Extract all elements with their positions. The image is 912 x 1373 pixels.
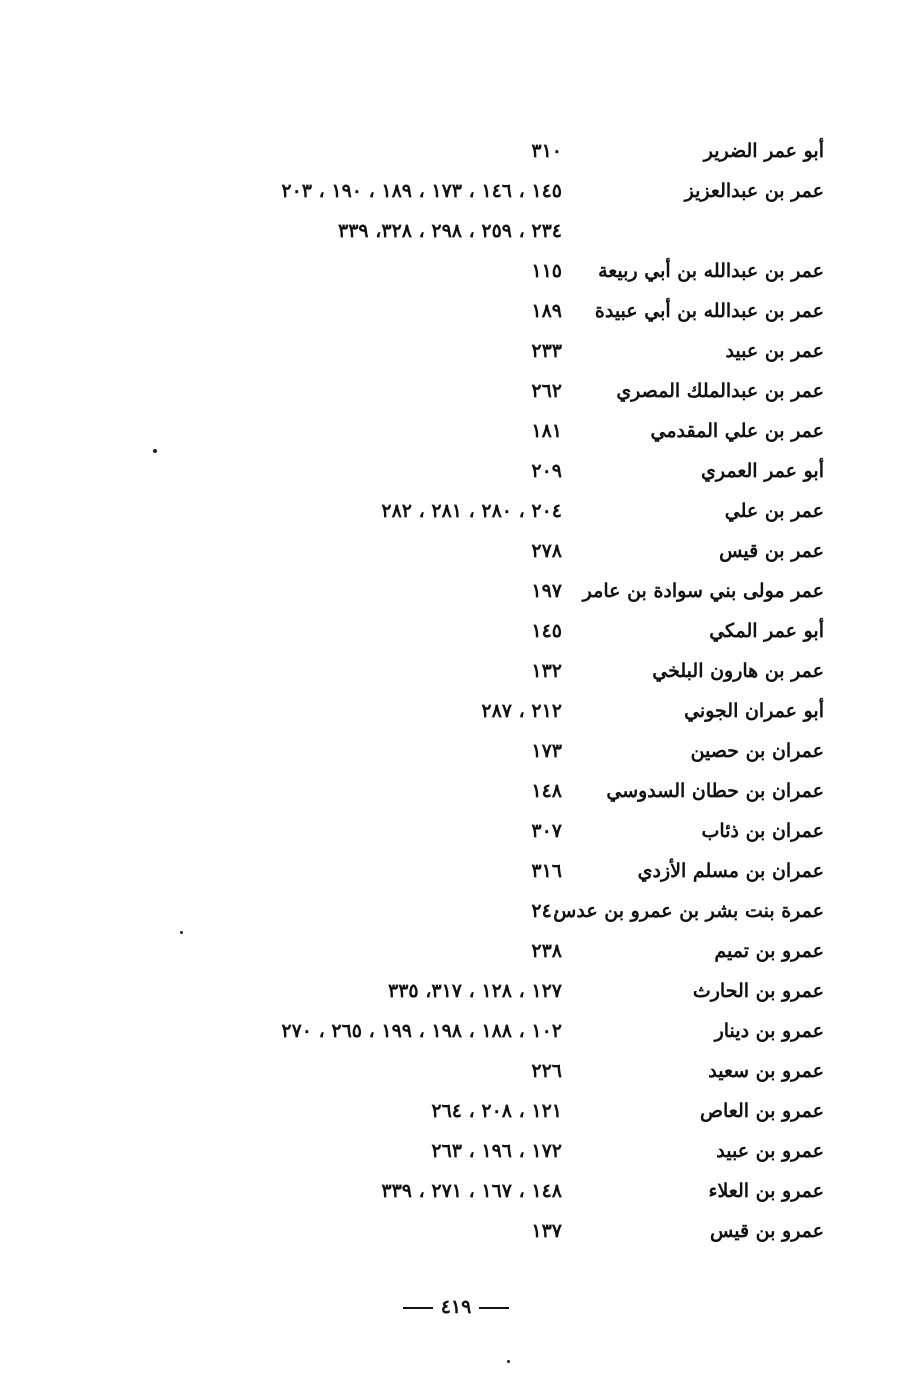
entry-pages: ١٣٧ bbox=[531, 1220, 562, 1242]
entry-name: عمر بن قيس bbox=[719, 540, 824, 562]
index-entry bbox=[0, 1216, 912, 1256]
index-entry bbox=[0, 456, 912, 496]
index-entry bbox=[0, 976, 912, 1016]
entry-name: عمران بن حصين bbox=[690, 740, 824, 762]
page-number: ٤١٩ bbox=[440, 1296, 472, 1318]
entry-pages: ١٩٧ bbox=[531, 580, 562, 602]
entry-name: عمرو بن تميم bbox=[714, 940, 824, 962]
entry-pages: ١٧٢ ، ١٩٦ ، ٢٦٣ bbox=[431, 1140, 562, 1162]
index-entry bbox=[0, 616, 912, 656]
entry-name: عمرو بن الحارث bbox=[692, 980, 824, 1002]
entry-name: عمران بن ذئاب bbox=[701, 820, 824, 842]
index-entry bbox=[0, 1096, 912, 1136]
entry-name: عمر بن عبدالملك المصري bbox=[616, 380, 824, 402]
entry-pages: ١١٥ bbox=[531, 260, 562, 282]
index-entry bbox=[0, 1056, 912, 1096]
entry-pages: ١٤٥ ، ١٤٦ ، ١٧٣ ، ١٨٩ ، ١٩٠ ، ٢٠٣ bbox=[281, 180, 562, 202]
index-entry bbox=[0, 776, 912, 816]
entry-pages: ١٨١ bbox=[531, 420, 562, 442]
scan-speck bbox=[507, 1360, 510, 1363]
index-entry bbox=[0, 496, 912, 536]
entry-name: أبو عمر المكي bbox=[709, 620, 824, 642]
index-entry bbox=[0, 856, 912, 896]
entry-pages: ٣١٠ bbox=[531, 140, 562, 162]
entry-pages: ٢٣٣ bbox=[531, 340, 562, 362]
index-entry bbox=[0, 416, 912, 456]
scan-speck bbox=[153, 449, 157, 453]
index-entry bbox=[0, 136, 912, 176]
entry-name: عمرو بن عبيد bbox=[716, 1140, 824, 1162]
entry-pages: ٢٣٤ ، ٢٥٩ ، ٢٩٨ ، ٣٢٨، ٣٣٩ bbox=[338, 220, 562, 242]
entry-pages: ٢٤٠ bbox=[531, 900, 562, 922]
entry-pages: ١٤٨ bbox=[531, 780, 562, 802]
page-number-footer bbox=[0, 1296, 912, 1318]
entry-pages: ١٣٢ bbox=[531, 660, 562, 682]
index-entry-continuation bbox=[0, 216, 912, 256]
entry-name: عمرو بن قيس bbox=[710, 1220, 824, 1242]
entry-name: عمرة بنت بشر بن عمرو بن عدس bbox=[553, 900, 824, 922]
entry-name: عمران بن حطان السدوسي bbox=[606, 780, 824, 802]
index-entry bbox=[0, 656, 912, 696]
entry-name: عمر بن علي المقدمي bbox=[650, 420, 824, 442]
entry-name: عمر مولى بني سوادة بن عامر bbox=[582, 580, 824, 602]
entry-name: عمر بن عبيد bbox=[725, 340, 824, 362]
entry-name: أبو عمر الضرير bbox=[703, 140, 824, 162]
index-entry bbox=[0, 256, 912, 296]
index-entry bbox=[0, 1136, 912, 1176]
entry-pages: ٢٢٦ bbox=[531, 1060, 562, 1082]
entry-pages: ٢٣٨ bbox=[531, 940, 562, 962]
index-entry bbox=[0, 936, 912, 976]
index-entry bbox=[0, 896, 912, 936]
index-entry bbox=[0, 696, 912, 736]
entry-pages: ١٠٢ ، ١٨٨ ، ١٩٨ ، ١٩٩ ، ٢٦٥ ، ٢٧٠ bbox=[281, 1020, 562, 1042]
entry-name: عمر بن هارون البلخي bbox=[652, 660, 824, 682]
entry-name: عمرو بن سعيد bbox=[708, 1060, 824, 1082]
entry-pages: ١٤٨ ، ١٦٧ ، ٢٧١ ، ٣٣٩ bbox=[381, 1180, 562, 1202]
index-entry bbox=[0, 296, 912, 336]
entry-pages: ١٤٥ bbox=[531, 620, 562, 642]
index-entry bbox=[0, 736, 912, 776]
entry-pages: ١٧٣ bbox=[531, 740, 562, 762]
entry-pages: ٢٠٩ bbox=[531, 460, 562, 482]
entry-name: عمران بن مسلم الأزدي bbox=[637, 860, 824, 882]
entry-pages: ٣٠٧ bbox=[531, 820, 562, 842]
entry-name: عمرو بن العلاء bbox=[708, 1180, 824, 1202]
index-entry bbox=[0, 336, 912, 376]
entry-name: أبو عمران الجوني bbox=[684, 700, 824, 722]
entry-pages: ١٢١ ، ٢٠٨ ، ٢٦٤ bbox=[431, 1100, 562, 1122]
index-entry bbox=[0, 376, 912, 416]
entry-name: عمر بن عبدالله بن أبي عبيدة bbox=[594, 300, 824, 322]
index-entry bbox=[0, 1176, 912, 1216]
dash-divider bbox=[479, 1307, 509, 1309]
entry-pages: ٢٦٢ bbox=[531, 380, 562, 402]
entry-name: عمرو بن العاص bbox=[700, 1100, 824, 1122]
entry-pages: ١٢٧ ، ١٢٨ ، ٣١٧، ٣٣٥ bbox=[388, 980, 562, 1002]
entry-name: عمر بن عبدالعزيز bbox=[684, 180, 824, 202]
index-entry bbox=[0, 1016, 912, 1056]
name-index-list bbox=[0, 136, 912, 1256]
entry-pages: ٢١٢ ، ٢٨٧ bbox=[481, 700, 562, 722]
dash-divider bbox=[403, 1307, 433, 1309]
index-entry bbox=[0, 536, 912, 576]
entry-pages: ٣١٦ bbox=[531, 860, 562, 882]
entry-name: عمر بن علي bbox=[724, 500, 824, 522]
index-entry bbox=[0, 176, 912, 216]
entry-name: أبو عمر العمري bbox=[701, 460, 824, 482]
entry-pages: ٢٧٨ bbox=[531, 540, 562, 562]
index-entry bbox=[0, 816, 912, 856]
entry-pages: ١٨٩ bbox=[531, 300, 562, 322]
entry-pages: ٢٠٤ ، ٢٨٠ ، ٢٨١ ، ٢٨٢ bbox=[381, 500, 562, 522]
entry-name: عمر بن عبدالله بن أبي ربيعة bbox=[598, 260, 824, 282]
index-entry bbox=[0, 576, 912, 616]
scan-speck bbox=[180, 931, 183, 934]
entry-name: عمرو بن دينار bbox=[714, 1020, 824, 1042]
